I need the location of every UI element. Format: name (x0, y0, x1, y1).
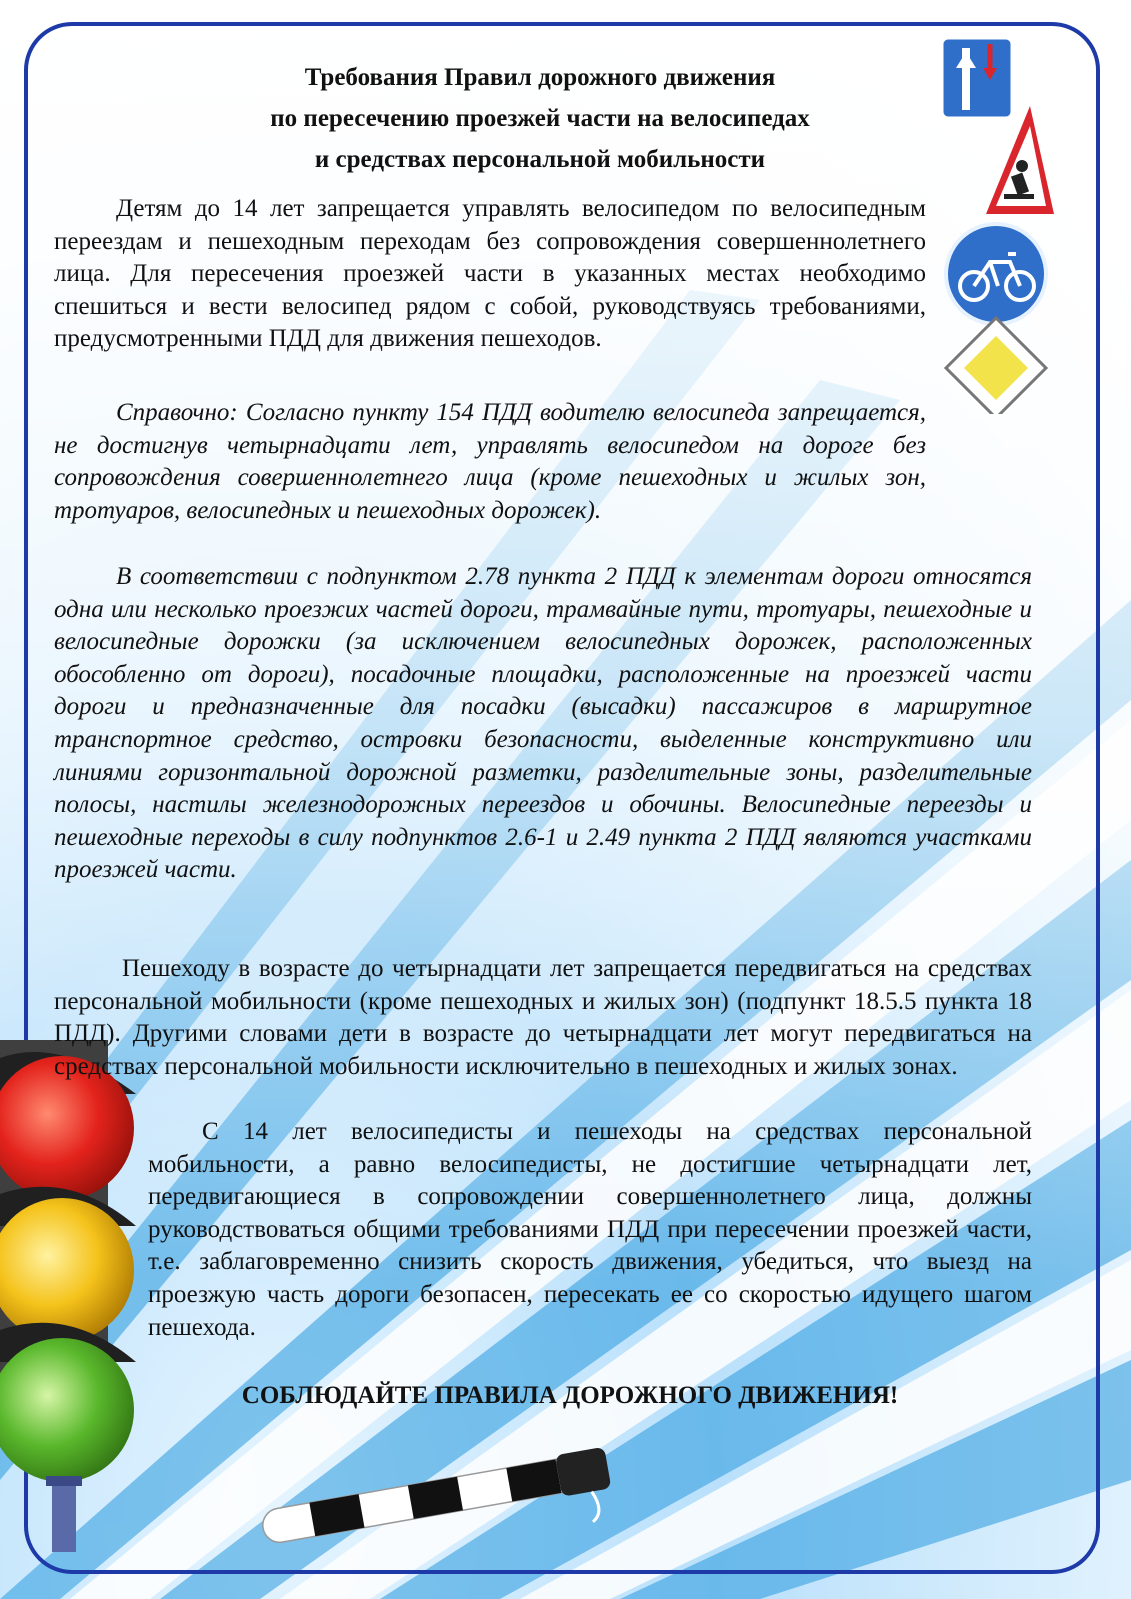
title-line-2: по пересечению проезжей части на велосипедах (270, 105, 810, 132)
police-baton-icon (250, 1440, 630, 1550)
road-signs-column (938, 34, 1058, 414)
title-line-3: и средствах персональной мобильности (314, 146, 766, 173)
paragraph-road-elements: В соответствии с подпунктом 2.78 пункта 2 ПДД к элементам дороги относятся одна или несколько проезжих частей дороги, трамвайные пути, тротуары, пешеходные и велосипедные дорожки (за исключением велосипедных дорожек, расположенных обособленно от дороги), посадочные площадки, расположенные на проезжей части дороги и предназначенные для посадки (высадки) пассажиров в маршрутное транспортное средство, островки безопасности, выделенные конструктивно или линиями горизонтальной дорожной разметки, разделительные зоны, разделительные полосы, настилы железнодорожных переездов и обочины. Велосипедные переезды и пешеходные переходы в силу подпунктов 2.6-1 и 2.49 пункта 2 ПДД являются участками проезжей части. (54, 563, 1032, 884)
title-line-1: Требования Правил дорожного движения (304, 64, 776, 91)
paragraph-mobility-devices: Пешеходу в возрасте до четырнадцати лет запрещается передвигаться на средствах персональной мобильности (кроме пешеходных и жилых зон) (подпункт 18.5.5 пункта 18 ПДД). Другими словами дети в возрасте до четырнадцати лет могут передвигаться на средствах персональной мобильности исключительно в пешеходных и жилых зонах. (54, 955, 1032, 1080)
road-works-sign-icon (986, 106, 1054, 214)
one-way-lane-sign-icon (942, 38, 1012, 118)
traffic-light-icon (0, 1040, 150, 1560)
closing-slogan: СОБЛЮДАЙТЕ ПРАВИЛА ДОРОЖНОГО ДВИЖЕНИЯ! (241, 1382, 899, 1409)
paragraph-from-14-years: С 14 лет велосипедисты и пешеходы на средствах персональной мобильности, а равно велосипедисты, не достигшие четырнадцати лет, передвигающиеся в сопровождении совершеннолетнего лица, должны руководствоваться общими требованиями ПДД при пересечении проезжей части, т.е. заблаговременно снизить скорость движения, убедиться, что выезд на проезжую часть дороги безопасен, пересекать ее со скоростью идущего шагом пешехода. (148, 1118, 1032, 1341)
bicycle-path-sign-icon (946, 224, 1046, 324)
paragraph-children-rule: Детям до 14 лет запрещается управлять велосипедом по велосипедным переездам и пешеходным переходам без сопровождения совершеннолетнего лица. Для пересечения проезжей части в указанных местах необходимо спешиться и вести велосипед рядом с собой, руководствуясь требованиями, предусмотренными ПДД для движения пешеходов. (54, 195, 926, 353)
priority-road-sign-icon (946, 318, 1046, 414)
page-title (150, 57, 930, 180)
paragraph-reference-note: Справочно: Согласно пункту 154 ПДД водителю велосипеда запрещается, не достигнув четырнадцати лет, управлять велосипедом на дороге без сопровождения совершеннолетнего лица (кроме пешеходных и жилых зон, тротуаров, велосипедных и пешеходных дорожек). (54, 399, 926, 524)
